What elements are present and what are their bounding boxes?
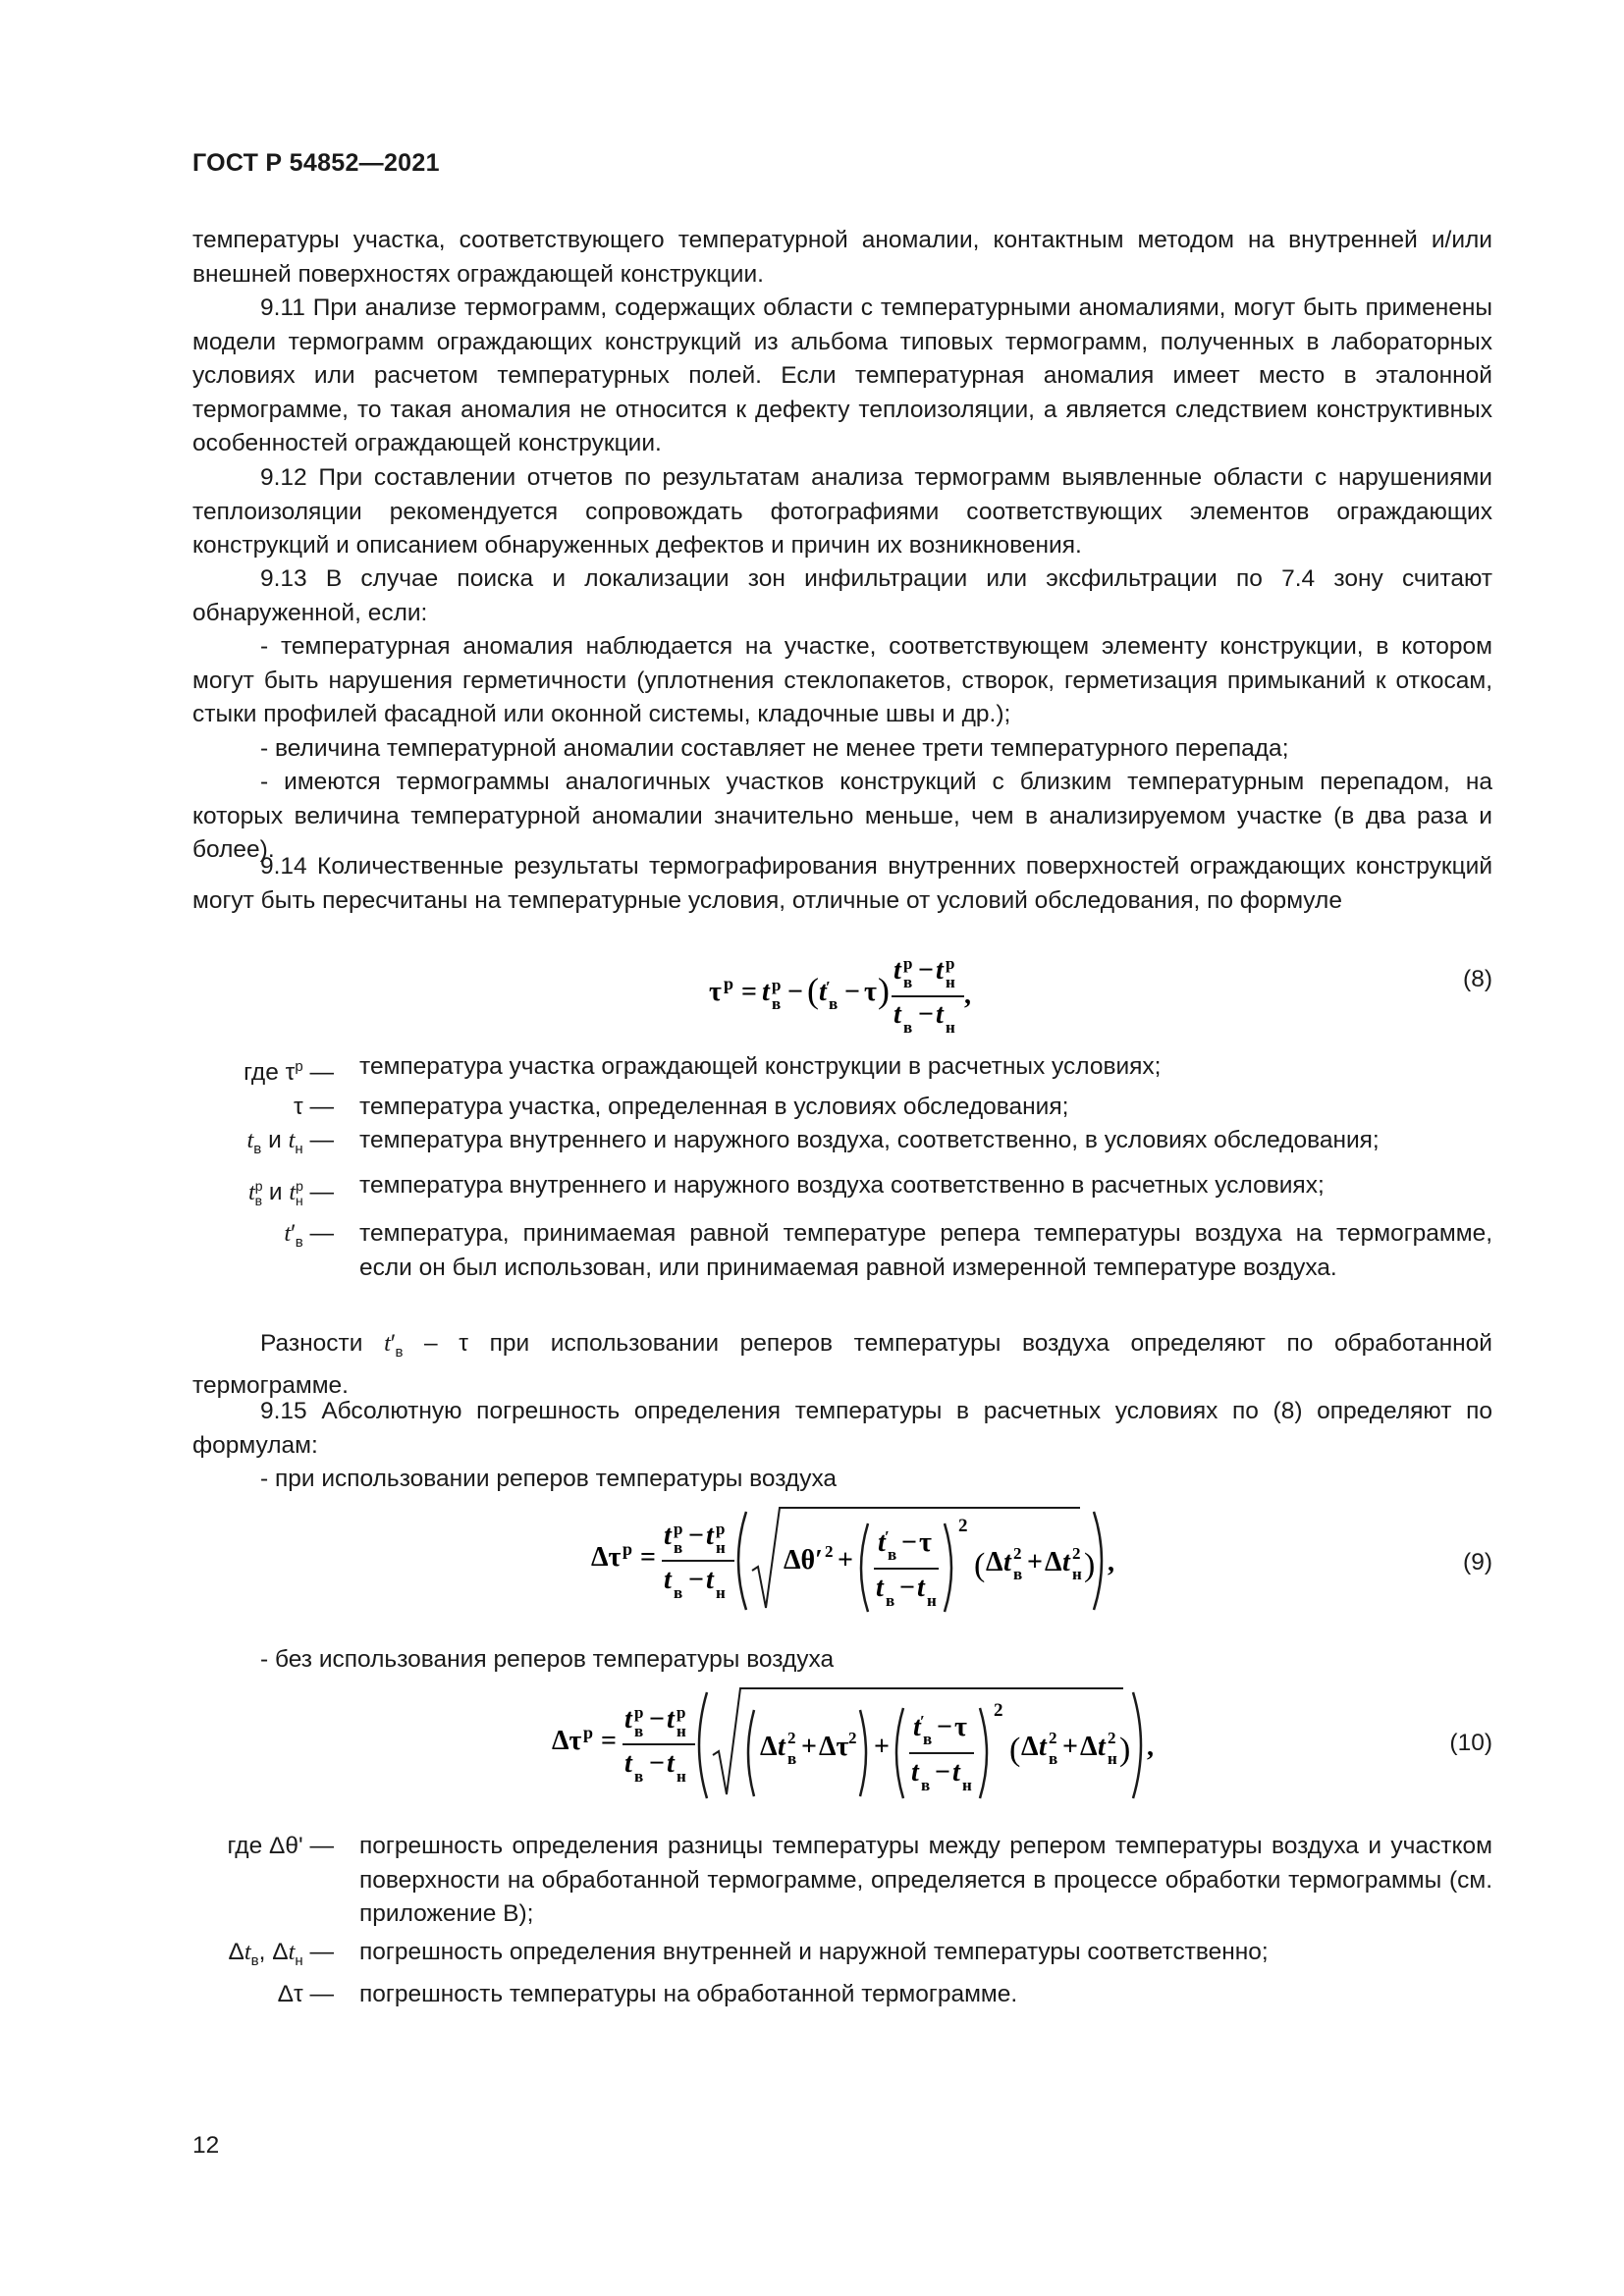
svg-text:−: − (899, 1573, 915, 1603)
svg-text:2: 2 (994, 1700, 1003, 1721)
paragraph-9-15-without-references: - без использования реперов температуры воздуха (260, 1646, 835, 1673)
svg-text:t: t (911, 1757, 919, 1788)
svg-text:−: − (918, 999, 934, 1030)
svg-text:р: р (623, 1539, 633, 1559)
svg-text:): ) (878, 971, 890, 1010)
svg-text:2: 2 (825, 1542, 834, 1561)
svg-text:−: − (688, 1565, 704, 1595)
svg-text:−: − (935, 1757, 950, 1788)
definition-row (192, 1830, 1492, 1932)
svg-text:в: в (634, 1722, 644, 1740)
svg-text:t: t (936, 955, 944, 986)
svg-text:τ: τ (954, 1712, 967, 1742)
definition-row (192, 1169, 1492, 1218)
svg-text:t: t (667, 1748, 675, 1779)
definition-term: $t^р_в$ и $t^р_н$ — (247, 1177, 334, 1208)
definition-term: где Δθ' — (227, 1833, 334, 1859)
svg-text:2: 2 (787, 1729, 796, 1747)
definition-row (192, 1217, 1492, 1285)
definition-term: $t_в$ и $t_н$ — (246, 1127, 334, 1158)
svg-text:=: = (640, 1542, 656, 1573)
svg-text:р: р (903, 954, 913, 973)
svg-text:t: t (913, 1712, 921, 1742)
svg-text:Δτ: Δτ (591, 1542, 622, 1573)
svg-text:τ: τ (919, 1527, 932, 1558)
definition-text: температура участка, определенная в условиях обследования; (359, 1093, 1069, 1120)
equation-number-9: (9) (1463, 1549, 1492, 1575)
svg-text:): ) (1119, 1732, 1131, 1768)
svg-text:в: в (903, 973, 913, 991)
svg-text:р: р (677, 1703, 686, 1722)
svg-text:t: t (706, 1565, 714, 1595)
svg-text:−: − (649, 1704, 665, 1735)
svg-text:t: t (1003, 1547, 1011, 1577)
svg-text:′: ′ (920, 1712, 925, 1731)
svg-text:р: р (674, 1520, 683, 1538)
equation-number-8: (8) (1463, 966, 1492, 992)
svg-text:в: в (888, 1545, 897, 1564)
svg-text:+: + (801, 1732, 817, 1762)
paragraph-9-11: 9.11 При анализе термограмм, содержащих области с температурными аномалиями, могут быть применены модели термограмм ограждающих конструкций из альбома типовых термограмм, полученных в лабораторных условиях или расчетом температурных полей. Если температурная аномалия имеет место в эталонной термограмме, то такая аномалия не относится к дефекту теплоизоляции, а является следствием конструктивных особенностей ограждающей конструкции. (192, 294, 1492, 456)
svg-text:в: в (921, 1776, 931, 1794)
svg-text:t: t (819, 977, 827, 1007)
definition-text: температура внутреннего и наружного воздуха, соответственно, в условиях обследования; (359, 1127, 1380, 1154)
definition-term: τ — (294, 1093, 334, 1120)
paragraph-9-13-item-c: - имеются термограммы аналогичных участков конструкций с близким температурным перепадом, на которых величина температурной аномалии значительно меньше, чем в анализируемом участке (в два раза и более). (192, 769, 1492, 863)
svg-text:t: t (706, 1521, 714, 1551)
svg-text:р: р (634, 1703, 644, 1722)
svg-text:−: − (649, 1748, 665, 1779)
svg-text:+: + (838, 1545, 853, 1575)
svg-text:р: р (946, 954, 955, 973)
svg-text:t: t (1062, 1547, 1070, 1577)
svg-text:(: ( (974, 1547, 986, 1583)
svg-text:−: − (844, 977, 860, 1007)
svg-text:р: р (724, 974, 734, 993)
svg-text:в: в (886, 1591, 895, 1610)
svg-text:): ) (1084, 1547, 1096, 1583)
svg-text:р: р (772, 976, 782, 994)
svg-text:в: в (787, 1749, 797, 1768)
svg-text:в: в (903, 1018, 913, 1037)
svg-text:р: р (583, 1723, 594, 1742)
formula-9 (589, 1502, 1119, 1620)
definition-row (192, 1936, 1492, 1978)
svg-text:р: р (716, 1520, 726, 1538)
definition-term: Δτ — (277, 1980, 334, 2007)
svg-text:t: t (917, 1573, 925, 1603)
paragraph-differences: Разности $t'_в$ – τ при использовании реперов температуры воздуха определяют по обработанной термограмме. (192, 1330, 1492, 1400)
paragraph-continuation: температуры участка, соответствующего температурной аномалии, контактным методом на внутренней и/или внешней поверхностях ограждающей конструкции. (192, 227, 1492, 288)
equation-number-10: (10) (1449, 1730, 1492, 1756)
svg-text:в: в (829, 994, 839, 1013)
svg-text:Δ: Δ (1080, 1732, 1098, 1762)
definition-text: температура, принимаемая равной температуре репера температуры воздуха на термограмме, если он был использован, или принимаемая равной измеренной температуре воздуха. (359, 1220, 1492, 1281)
svg-text:,: , (1108, 1547, 1114, 1577)
paragraph-9-13: 9.13 В случае поиска и локализации зон инфильтрации или эксфильтрации по 7.4 зону считают обнаруженной, если: (192, 565, 1492, 626)
definition-text: температура внутреннего и наружного воздуха соответственно в расчетных условиях; (359, 1171, 1325, 1199)
svg-text:Δθ′: Δθ′ (784, 1545, 824, 1575)
svg-text:−: − (937, 1712, 952, 1742)
definition-term: $\Delta t_в$, $\Delta t_н$ — (228, 1938, 334, 1969)
definition-text: погрешность определения внутренней и наружной температуры соответственно; (359, 1938, 1269, 1965)
svg-text:в: в (1013, 1565, 1023, 1583)
svg-text:t: t (936, 999, 944, 1030)
svg-text:−: − (787, 977, 803, 1007)
formula-10 (550, 1681, 1159, 1808)
svg-text:t: t (624, 1748, 632, 1779)
svg-text:2: 2 (1049, 1729, 1057, 1747)
paragraph-9-12: 9.12 При составлении отчетов по результатам анализа термограмм выявленные области с нарушениями теплоизоляции рекомендуется сопровождать фотографиями соответствующих элементов ограждающих конструкций и описанием обнаруженных дефектов и причин их возникновения. (192, 464, 1492, 559)
document-header: ГОСТ Р 54852—2021 (192, 149, 440, 177)
paragraph-9-15: 9.15 Абсолютную погрешность определения температуры в расчетных условиях по (8) определяют по формулам: (192, 1398, 1492, 1459)
svg-text:τ: τ (864, 977, 877, 1007)
svg-text:+: + (874, 1732, 890, 1762)
definitions-list-2 (192, 1830, 1492, 2011)
definition-text: погрешность температуры на обработанной термограмме. (359, 1980, 1018, 2007)
definition-row (192, 1091, 1492, 1125)
svg-text:t: t (778, 1732, 785, 1762)
svg-text:t: t (893, 999, 901, 1030)
paragraph-9-13-item-a: - температурная аномалия наблюдается на участке, соответствующем элементу конструкции, в котором могут быть нарушения герметичности (уплотнения стеклопакетов, створок, герметизация примыканий к откосам, стыки профилей фасадной или оконной системы, кладочные швы и др.); (192, 633, 1492, 727)
svg-text:t: t (893, 955, 901, 986)
svg-text:−: − (688, 1521, 704, 1551)
svg-text:t: t (664, 1565, 672, 1595)
svg-text:−: − (918, 955, 934, 986)
svg-text:t: t (1039, 1732, 1047, 1762)
definition-term: $t'_в$ — (284, 1220, 334, 1251)
svg-text:Δ: Δ (1021, 1732, 1039, 1762)
svg-text:Δ: Δ (986, 1547, 1003, 1577)
definition-row (192, 1050, 1492, 1091)
svg-text:t: t (762, 977, 770, 1007)
svg-text:н: н (946, 973, 955, 991)
svg-text:в: в (634, 1767, 644, 1786)
svg-text:t: t (667, 1704, 675, 1735)
definition-row (192, 1978, 1492, 2012)
svg-text:в: в (674, 1538, 683, 1557)
svg-text:н: н (946, 1018, 955, 1037)
svg-text:(: ( (1009, 1732, 1021, 1768)
svg-text:t: t (1098, 1732, 1106, 1762)
svg-text:н: н (677, 1767, 686, 1786)
formula-8 (707, 942, 1001, 1041)
svg-text:н: н (962, 1776, 972, 1794)
svg-text:=: = (741, 977, 757, 1007)
svg-text:Δ: Δ (1045, 1547, 1062, 1577)
svg-text:,: , (964, 980, 971, 1010)
svg-text:+: + (1062, 1732, 1078, 1762)
svg-text:н: н (716, 1583, 726, 1602)
svg-text:′: ′ (826, 978, 831, 996)
svg-text:в: в (674, 1583, 683, 1602)
svg-text:н: н (716, 1538, 726, 1557)
svg-text:в: в (772, 994, 782, 1013)
svg-text:н: н (1108, 1749, 1117, 1768)
svg-text:Δ: Δ (760, 1732, 778, 1762)
svg-text:н: н (1072, 1565, 1082, 1583)
svg-text:2: 2 (958, 1516, 968, 1536)
svg-text:t: t (876, 1573, 884, 1603)
svg-text:(: ( (807, 971, 819, 1010)
svg-text:−: − (901, 1527, 917, 1558)
svg-text:t: t (952, 1757, 960, 1788)
svg-text:в: в (1049, 1749, 1058, 1768)
paragraph-9-13-item-b: - величина температурной аномалии составляет не менее трети температурного перепада; (260, 735, 1289, 762)
svg-text:t: t (664, 1521, 672, 1551)
definition-text: погрешность определения разницы температуры между репером температуры воздуха и участком поверхности на обработанной термограмме, определяется в процессе обработки термограммы (см. приложение В); (359, 1833, 1492, 1927)
svg-text:в: в (923, 1730, 933, 1748)
paragraph-9-15-with-references: - при использовании реперов температуры воздуха (260, 1466, 838, 1492)
definitions-list-1 (192, 1050, 1492, 1285)
definition-term: где $\tau^р$ — (244, 1058, 334, 1087)
svg-text:Δτ: Δτ (819, 1732, 849, 1762)
svg-text:+: + (1027, 1547, 1043, 1577)
definition-row (192, 1124, 1492, 1166)
svg-text:2: 2 (848, 1729, 857, 1747)
svg-text:′: ′ (885, 1527, 890, 1546)
svg-text:,: , (1147, 1732, 1154, 1762)
svg-text:2: 2 (1072, 1544, 1081, 1563)
svg-text:н: н (677, 1722, 686, 1740)
svg-text:=: = (601, 1726, 617, 1756)
svg-text:2: 2 (1108, 1729, 1116, 1747)
svg-text:τ: τ (709, 977, 722, 1007)
paragraph-9-14: 9.14 Количественные результаты термографирования внутренних поверхностей ограждающих конструкций могут быть пересчитаны на температурные условия, отличные от условий обследования, по формуле (192, 853, 1492, 914)
svg-text:t: t (878, 1527, 886, 1558)
svg-text:t: t (624, 1704, 632, 1735)
page-number: 12 (192, 2132, 220, 2159)
definition-text: температура участка ограждающей конструкции в расчетных условиях; (359, 1053, 1162, 1080)
svg-text:Δτ: Δτ (552, 1726, 582, 1756)
svg-text:2: 2 (1013, 1544, 1022, 1563)
svg-text:н: н (927, 1591, 937, 1610)
